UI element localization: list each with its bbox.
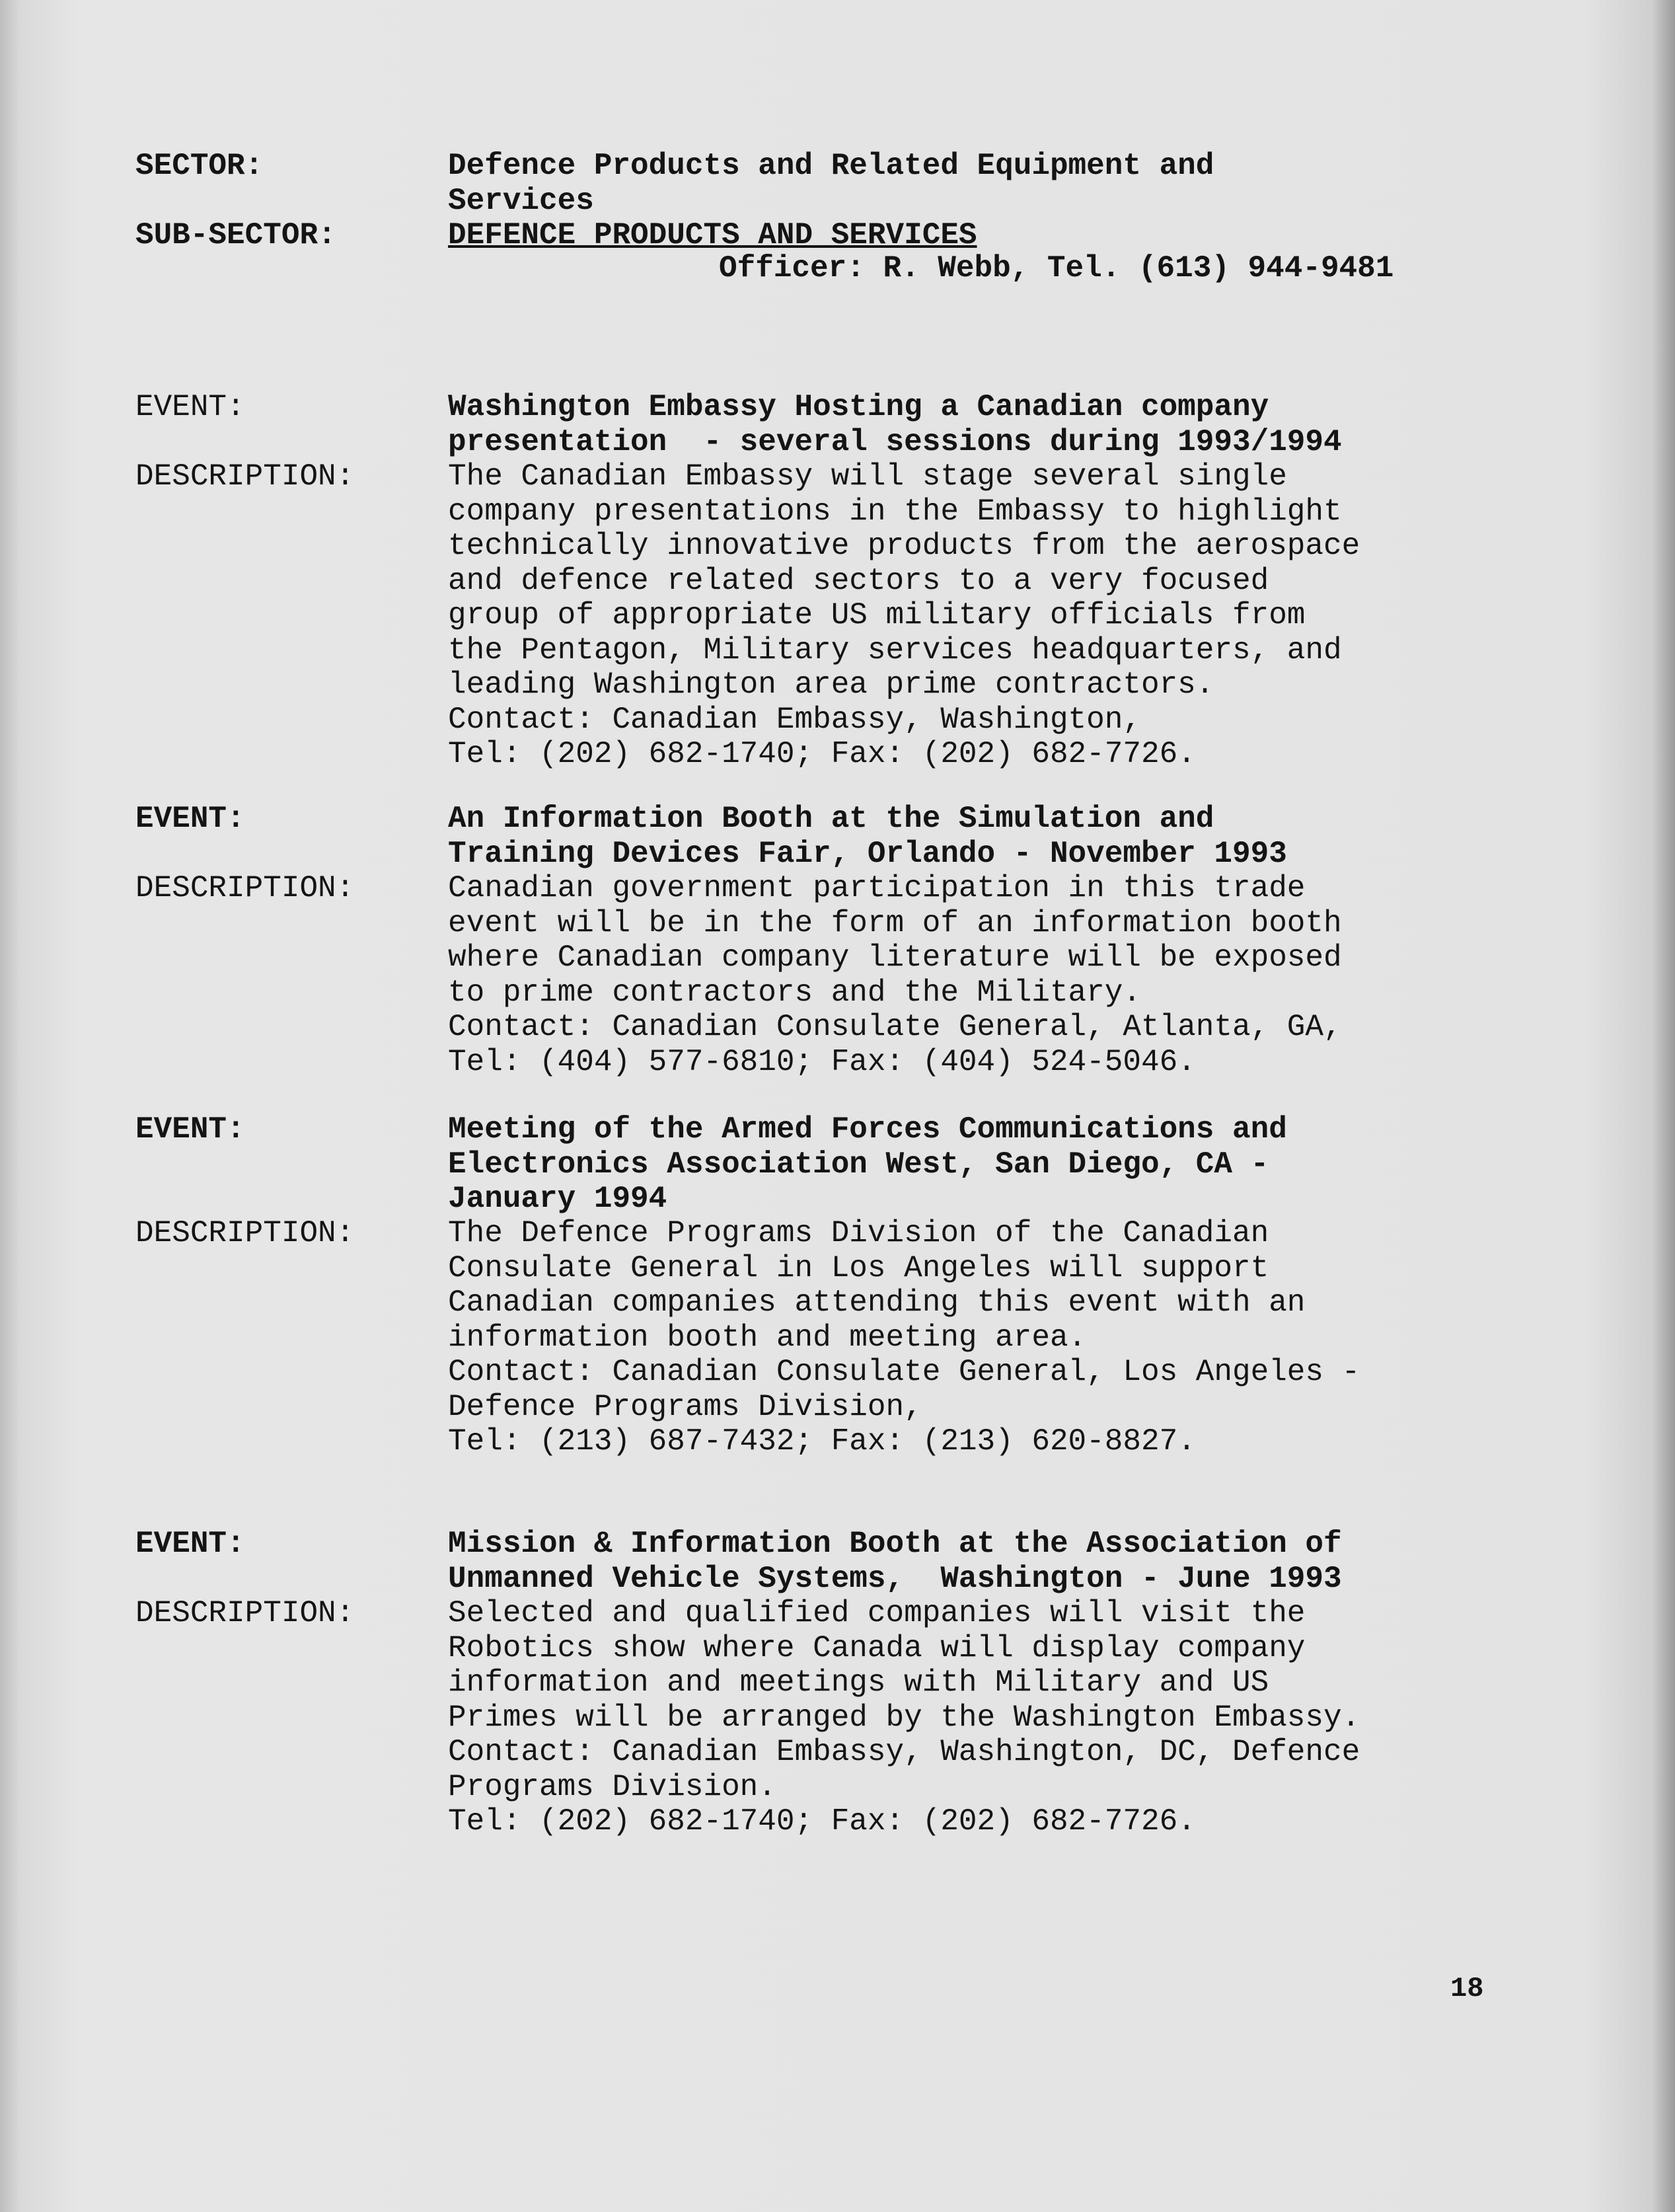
description-label: DESCRIPTION: xyxy=(135,459,355,494)
sector-value-line: Defence Products and Related Equipment and xyxy=(448,149,1214,183)
description-line: where Canadian company literature will be exposed xyxy=(448,940,1342,975)
description-line: technically innovative products from the aerospace xyxy=(448,529,1360,563)
event-title-line: January 1994 xyxy=(448,1182,667,1216)
description-label: DESCRIPTION: xyxy=(135,871,355,905)
sector-value-line: Services xyxy=(448,183,594,218)
event-title-line: Training Devices Fair, Orlando - November 1993 xyxy=(448,836,1287,871)
description-line: Robotics show where Canada will display company xyxy=(448,1630,1306,1665)
event-title-line: Electronics Association West, San Diego, CA - xyxy=(448,1147,1269,1182)
description-line: Consulate General in Los Angeles will support xyxy=(448,1250,1269,1285)
event-title-line: presentation - several sessions during 1993/1994 xyxy=(448,424,1342,459)
event-title-line: Unmanned Vehicle Systems, Washington - June 1993 xyxy=(448,1561,1342,1596)
officer-contact: Officer: R. Webb, Tel. (613) 944-9481 xyxy=(719,251,1394,286)
description-line: The Canadian Embassy will stage several single xyxy=(448,459,1287,494)
description-line: Primes will be arranged by the Washington Embassy. xyxy=(448,1700,1360,1735)
description-line: company presentations in the Embassy to highlight xyxy=(448,494,1342,529)
subsector-label: SUB-SECTOR: xyxy=(135,218,336,252)
description-line: Programs Division. xyxy=(448,1769,776,1804)
event-title-line: Washington Embassy Hosting a Canadian company xyxy=(448,390,1269,424)
description-line: Contact: Canadian Consulate General, Atlanta, GA, xyxy=(448,1010,1342,1044)
description-line: and defence related sectors to a very focused xyxy=(448,563,1269,598)
event-title-line: Mission & Information Booth at the Association of xyxy=(448,1527,1342,1561)
description-line: Contact: Canadian Consulate General, Los Angeles - xyxy=(448,1355,1360,1389)
description-line: group of appropriate US military officials from xyxy=(448,598,1306,632)
description-line: The Defence Programs Division of the Canadian xyxy=(448,1216,1269,1250)
event-title-line: An Information Booth at the Simulation and xyxy=(448,802,1214,836)
description-line: the Pentagon, Military services headquarters, and xyxy=(448,632,1342,667)
subsector-value: DEFENCE PRODUCTS AND SERVICES xyxy=(448,218,977,252)
description-line: Tel: (202) 682-1740; Fax: (202) 682-7726. xyxy=(448,1804,1196,1839)
description-line: Contact: Canadian Embassy, Washington, xyxy=(448,702,1141,737)
description-line: Tel: (202) 682-1740; Fax: (202) 682-7726. xyxy=(448,737,1196,771)
description-label: DESCRIPTION: xyxy=(135,1216,355,1250)
sector-label: SECTOR: xyxy=(135,149,264,183)
event-label: EVENT: xyxy=(135,802,245,836)
event-label: EVENT: xyxy=(135,390,245,424)
description-line: Selected and qualified companies will visit the xyxy=(448,1596,1306,1630)
description-line: event will be in the form of an information booth xyxy=(448,905,1342,940)
description-line: Tel: (404) 577-6810; Fax: (404) 524-5046. xyxy=(448,1044,1196,1079)
description-line: leading Washington area prime contractors. xyxy=(448,667,1214,702)
page-number: 18 xyxy=(1450,1973,1484,2004)
event-label: EVENT: xyxy=(135,1527,245,1561)
description-line: Contact: Canadian Embassy, Washington, DC, Defence xyxy=(448,1735,1360,1769)
description-label: DESCRIPTION: xyxy=(135,1596,355,1630)
description-line: information and meetings with Military and US xyxy=(448,1665,1269,1700)
description-line: to prime contractors and the Military. xyxy=(448,975,1141,1010)
event-label: EVENT: xyxy=(135,1112,245,1147)
event-title-line: Meeting of the Armed Forces Communications and xyxy=(448,1112,1287,1147)
description-line: Defence Programs Division, xyxy=(448,1389,922,1424)
description-line: Canadian government participation in this trade xyxy=(448,871,1306,905)
description-line: Tel: (213) 687-7432; Fax: (213) 620-8827. xyxy=(448,1424,1196,1459)
description-line: Canadian companies attending this event with an xyxy=(448,1285,1306,1320)
description-line: information booth and meeting area. xyxy=(448,1320,1087,1355)
